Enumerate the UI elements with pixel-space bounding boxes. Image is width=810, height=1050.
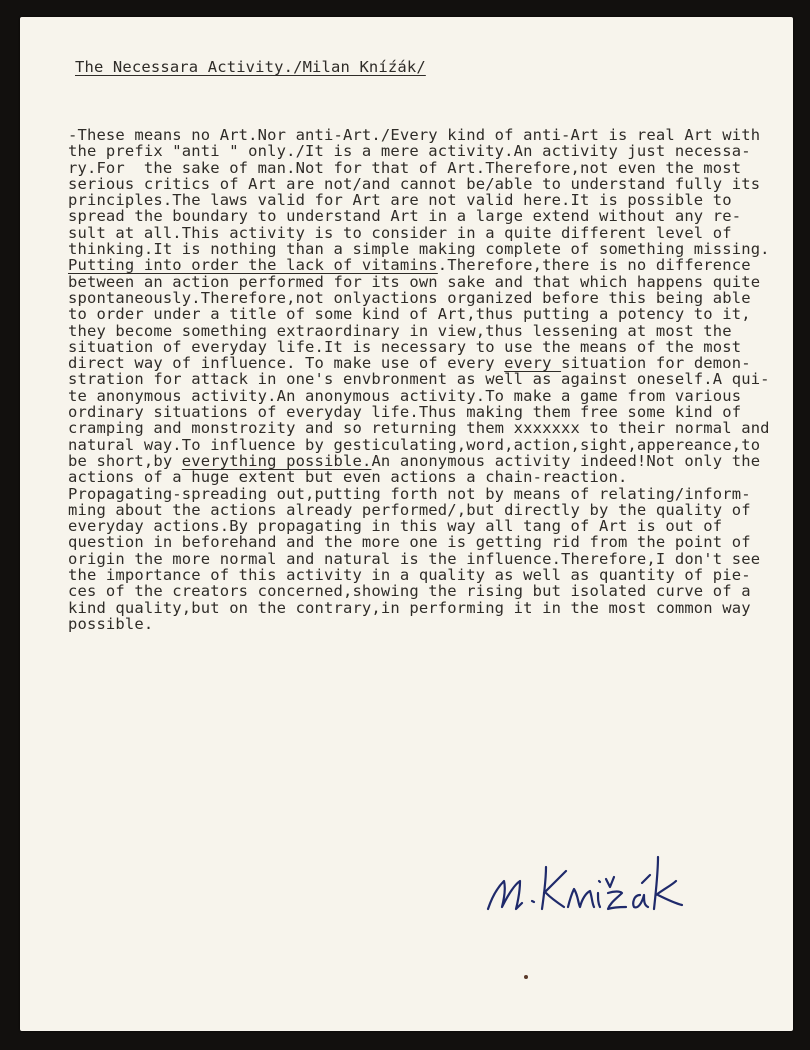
- text-line: [68, 404, 770, 420]
- text-line: [68, 486, 770, 502]
- text-line: [68, 176, 770, 192]
- text-segment: An anonymous activity indeed!Not only the: [371, 451, 761, 470]
- text-line: [68, 208, 770, 224]
- text-line: [68, 355, 770, 371]
- text-line: [68, 225, 770, 241]
- text-line: [68, 388, 770, 404]
- paper-mark: [524, 975, 528, 979]
- text-line: [68, 518, 770, 534]
- text-line: [68, 567, 770, 583]
- text-line: [68, 339, 770, 355]
- text-segment: they become something extraordinary in view,thus lessening at most the: [68, 321, 732, 340]
- text-segment: situation of everyday life.It is necessary to use the means of the most: [68, 337, 742, 356]
- text-segment: -These means no Art.Nor anti-Art./Every kind of anti-Art is real Art with: [68, 126, 761, 144]
- text-segment: the importance of this activity in a quality as well as quantity of pie-: [68, 566, 751, 585]
- text-segment: the prefix "anti " only./It is a mere activity.An activity just necessa-: [68, 142, 751, 161]
- text-line: [68, 469, 770, 485]
- text-segment: question in beforehand and the more one is getting rid from the point of: [68, 533, 751, 552]
- text-line: [68, 241, 770, 257]
- text-segment: ming about the actions already performed/,but directly by the quality of: [68, 500, 751, 519]
- text-line: [68, 192, 770, 208]
- text-line: [68, 127, 770, 143]
- paper-sheet: [20, 17, 793, 1031]
- text-segment: ordinary situations of everyday life.Thus making them free some kind of: [68, 403, 742, 422]
- text-segment: situation for demon-: [561, 354, 751, 373]
- text-line: [68, 257, 770, 273]
- signature-image: [482, 837, 712, 927]
- text-segment: actions of a huge extent but even actions a chain-reaction.: [68, 468, 628, 487]
- text-segment: natural way.To influence by gesticulating,word,action,sight,appereance,to: [68, 435, 761, 454]
- text-segment: direct way of influence. To make use of every: [68, 354, 505, 373]
- text-segment: everyday actions.By propagating in this way all tang of Art is out of: [68, 517, 723, 536]
- document-body: [68, 127, 770, 632]
- text-segment: between an action performed for its own sake and that which happens quite: [68, 272, 761, 291]
- text-segment: ry.For the sake of man.Not for that of Art.Therefore,not even the most: [68, 158, 742, 177]
- text-line: [68, 274, 770, 290]
- text-segment: ces of the creators concerned,showing the rising but isolated curve of a: [68, 582, 751, 601]
- text-line: [68, 534, 770, 550]
- text-segment: sult at all.This activity is to consider in a quite different level of: [68, 223, 732, 242]
- text-line: [68, 437, 770, 453]
- text-segment: serious critics of Art are not/and cannot be/able to understand fully its: [68, 174, 761, 193]
- text-line: [68, 453, 770, 469]
- text-segment: cramping and monstrozity and so returning them xxxxxxx to their normal and: [68, 419, 770, 438]
- text-line: [68, 306, 770, 322]
- underlined-text: every: [504, 354, 562, 373]
- text-line: [68, 616, 770, 632]
- text-line: [68, 583, 770, 599]
- text-segment: Propagating-spreading out,putting forth not by means of relating/inform-: [68, 484, 751, 503]
- text-segment: principles.The laws valid for Art are not valid here.It is possible to: [68, 191, 732, 210]
- text-segment: be short,by: [68, 451, 182, 470]
- text-segment: te anonymous activity.An anonymous activity.To make a game from various: [68, 386, 742, 405]
- text-line: [68, 290, 770, 306]
- text-segment: .Therefore,there is no difference: [437, 256, 751, 275]
- text-line: [68, 371, 770, 387]
- text-line: [68, 502, 770, 518]
- underlined-text: Putting into order the lack of vitamins: [68, 256, 438, 275]
- text-segment: stration for attack in one's envbronment as well as against oneself.A qui-: [68, 370, 770, 389]
- text-segment: spontaneously.Therefore,not onlyactions organized before this being able: [68, 288, 751, 307]
- document-title: The Necessara Activity./Milan Kníźák/: [75, 58, 426, 76]
- text-segment: spread the boundary to understand Art in a large extend without any re-: [68, 207, 742, 226]
- underlined-text: everything possible.: [181, 451, 372, 470]
- text-line: [68, 143, 770, 159]
- text-line: [68, 160, 770, 176]
- text-segment: possible.: [68, 614, 154, 633]
- text-segment: kind quality,but on the contrary,in performing it in the most common way: [68, 598, 751, 617]
- text-segment: origin the more normal and natural is the influence.Therefore,I don't see: [68, 549, 761, 568]
- text-line: [68, 600, 770, 616]
- text-line: [68, 323, 770, 339]
- text-segment: thinking.It is nothing than a simple making complete of something missing.: [68, 240, 770, 259]
- text-segment: to order under a title of some kind of Art,thus putting a potency to it,: [68, 305, 751, 324]
- text-line: [68, 420, 770, 436]
- text-line: [68, 551, 770, 567]
